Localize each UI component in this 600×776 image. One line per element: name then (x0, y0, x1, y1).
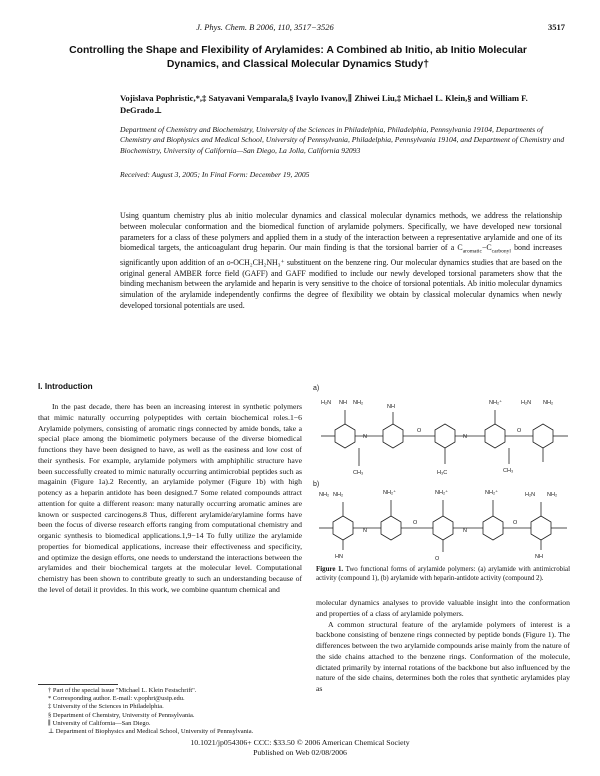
doi-line: 10.1021/jp054306+ CCC: $33.50 © 2006 American Chemical Society (190, 738, 410, 747)
author-list: Vojislava Pophristic,*,‡ Satyavani Vemparala,§ Ivaylo Ivanov,∥ Zhiwei Liu,‡ Michael L. Klein,§ and William F. DeGrado⊥ (120, 93, 528, 115)
footnotes (48, 687, 306, 736)
benzene-ring (531, 516, 551, 540)
figure-caption (316, 565, 570, 583)
footnote-divider (38, 684, 118, 685)
svg-text:N: N (363, 528, 367, 534)
panel-a-label: a) (313, 385, 320, 392)
svg-text:NH₂: NH₂ (333, 492, 344, 498)
journal-reference: J. Phys. Chem. B 2006, 110, 3517−3526 (196, 22, 334, 32)
publication-info (0, 738, 600, 758)
panel-b-label: b) (313, 481, 320, 488)
svg-text:NH₂: NH₂ (353, 400, 364, 406)
figure-1-structures (313, 382, 575, 564)
svg-text:H₃C: H₃C (437, 470, 448, 476)
footnote: * Corresponding author. E-mail: v.pophri@usip.edu. (48, 695, 185, 703)
svg-text:N: N (363, 434, 367, 440)
svg-text:NH₂⁺: NH₂⁺ (489, 400, 502, 406)
svg-text:NH: NH (339, 400, 347, 406)
benzene-ring (483, 516, 503, 540)
svg-text:HN: HN (335, 554, 343, 560)
received-dates: Received: August 3, 2005; In Final Form: December 19, 2005 (120, 170, 310, 179)
benzene-ring (533, 424, 553, 448)
column-2-text (316, 598, 570, 695)
figure-caption-label: Figure 1. (316, 566, 344, 573)
affiliations: Department of Chemistry and Biochemistry, University of the Sciences in Philadelphia, Philadelphia, Pennsylvania 19104, Departments of Chemistry and Biophysics and Medical School, University of Pennsylvania, Philadelphia, Pennsylvania 19104, and Department of Chemistry and Biochemistry, University of California—San Diego, La Jolla, California 92093 (120, 125, 565, 155)
intro-paragraph (38, 402, 302, 596)
footnote: † Part of the special issue "Michael L. Klein Festschrift". (48, 687, 197, 694)
page-number: 3517 (548, 22, 565, 32)
chemical-structures-diagram (313, 382, 575, 564)
svg-text:O: O (413, 520, 418, 526)
svg-text:H₂N: H₂N (525, 492, 536, 498)
svg-text:NH: NH (535, 554, 543, 560)
svg-text:H₂N: H₂N (321, 400, 332, 406)
svg-text:N: N (463, 434, 467, 440)
published-date: Published on Web 02/08/2006 (253, 748, 347, 757)
benzene-ring (333, 516, 353, 540)
footnote: § Department of Chemistry, University of Pennsylvania. (48, 711, 195, 719)
article-title: Controlling the Shape and Flexibility of Arylamides: A Combined ab Initio, ab Initio Molecular Dynamics, and Classical Molecular Dynamics Study† (69, 45, 527, 70)
footnote: ∥ University of California—San Diego. (48, 719, 151, 727)
svg-text:O: O (435, 556, 440, 562)
svg-text:NH₂: NH₂ (547, 492, 558, 498)
footnote: ‡ University of the Sciences in Philadelphia. (48, 703, 164, 711)
section-heading: I. Introduction (38, 382, 93, 391)
svg-text:NH₂⁺: NH₂⁺ (485, 490, 498, 496)
abstract: Using quantum chemistry plus ab initio molecular dynamics and classical molecular dynamics methods, we address the relationship between molecular conformation and the biomedical function of arylamide polymers. Specifically, we have developed new torsional parameters for a class of these polymers and applied them in a study of the interaction between a representative arylamide and one of its biomedical targets, the anticoagulant drug heparin. Our main finding is that the torsional barrier of a $C_{aromatic}-C_{carbonyl}$ bond increases significantly upon addition of an o-OCH₂CH₂NH₃⁺ substituent on the benzene ring. Our molecular dynamics studies that are based on the original general AMBER force field (GAFF) and GAFF modified to include our newly developed torsional parameters show that the binding mechanism between the arylamide and heparin is very sensitive to the choice of torsional potentials. Ab initio molecular dynamics simulation of the arylamide independently confirms the degree of flexibility we obtain by classical molecular dynamics when newly developed torsional potentials are used. (120, 211, 562, 310)
benzene-ring (433, 516, 453, 540)
svg-text:H₂N: H₂N (521, 400, 532, 406)
svg-text:O: O (417, 428, 422, 434)
svg-text:NH₂: NH₂ (319, 492, 330, 498)
svg-text:CH₃: CH₃ (353, 470, 364, 476)
figure-caption-text: Two functional forms of arylamide polymers: (a) arylamide with antimicrobial activity (compound 1), (b) arylamide with heparin-antidote activity (compound 2). (316, 566, 570, 582)
svg-text:NH₂⁺: NH₂⁺ (435, 490, 448, 496)
svg-text:O: O (517, 428, 522, 434)
benzene-ring (435, 424, 455, 448)
svg-text:O: O (513, 520, 518, 526)
benzene-ring (383, 424, 403, 448)
continuation-paragraph: molecular dynamics analyses to provide valuable insight into the conformation and properties of a class of arylamide polymers. (316, 598, 570, 618)
structure-paragraph: A common structural feature of the arylamide polymers of interest is a backbone consisting of benzene rings connected by peptide bonds (Figure 1). The differences between the two arylamide compounds arise mainly from the nature of the side chains attached to the benzene rings. Conformation of the molecule, dictated primarily by internal rotations of the backbone but also influenced by the nature of the side chains, determines both the roles that synthetic arylamides play as (316, 619, 570, 693)
footnote: ⊥ Department of Biophysics and Medical School, University of Pennsylvania. (48, 728, 254, 736)
benzene-ring (485, 424, 505, 448)
svg-text:CH₃: CH₃ (503, 468, 514, 474)
benzene-ring (335, 424, 355, 448)
svg-text:NH₂: NH₂ (543, 400, 554, 406)
svg-text:NH₂⁺: NH₂⁺ (383, 490, 396, 496)
svg-text:N: N (463, 528, 467, 534)
paragraph-text: In the past decade, there has been an increasing interest in synthetic polymers that mimic naturally occurring polypeptides with certain biochemical roles.1−6 Arylamide polymers, consisting of aromatic rings connected by amide bonds, take a special place among the biomimetic polymers because of the diverse biomedical functions they have been designed to have, as well as the easiness and low cost of their synthesis. For example, arylamide polymers with amphiphilic structure have been successfully created to mimic naturally occurring antimicrobial peptides such as magainin (Figure 1a).2 Recently, an arylamide polymer (Figure 1b) with high potency as a heparin antidote has been designed.7 Some related compounds attract attention for quite a different reason: many naturally occurring aromatic amines are known or suspected carcinogens.8 Thus, different arylamide/arylamine forms have been the focus of diverse research efforts ranging from computational chemistry and organic synthesis to biomedical applications.1,9−14 To fully utilize the arylamide properties for biomedical applications, increase their effectiveness and specificity, and optimize the design efforts, one needs to understand the interactions between the arylamides and their biochemical targets at the molecular level. Computational chemistry has been shown to contribute greatly to such an understanding because of the level of detail it provides. In this work, we combine quantum chemical and (38, 402, 302, 594)
svg-text:NH: NH (387, 404, 395, 410)
benzene-ring (381, 516, 401, 540)
